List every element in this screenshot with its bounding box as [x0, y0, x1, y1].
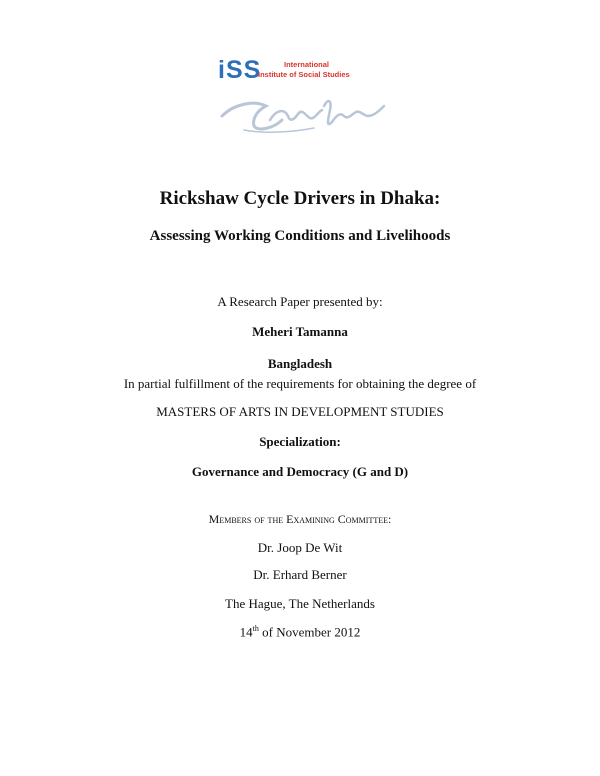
- iss-logo: [214, 56, 394, 136]
- date-ordinal-suffix: th: [252, 624, 259, 633]
- author-country: Bangladesh: [267, 356, 333, 371]
- specialization-label: Specialization:: [259, 434, 341, 449]
- committee-member: Dr. Joop De Wit: [257, 540, 343, 555]
- paper-title: Rickshaw Cycle Drivers in Dhaka:: [159, 188, 441, 209]
- logo-line-international: International: [284, 60, 330, 69]
- erasmus-signature-icon: [214, 76, 394, 136]
- committee-member: Dr. Erhard Berner: [253, 567, 347, 582]
- presented-by-label: A Research Paper presented by:: [217, 294, 383, 309]
- committee-heading: Members of the Examining Committee:: [208, 512, 392, 526]
- fulfillment-statement: In partial fulfillment of the requirements for obtaining the degree of: [123, 376, 477, 391]
- place: The Hague, The Netherlands: [225, 596, 375, 611]
- logo-line-institute: Institute of Social Studies: [258, 70, 350, 79]
- submission-date: [0, 624, 600, 640]
- specialization-value: Governance and Democracy (G and D): [191, 464, 409, 479]
- date-day: 14: [239, 624, 253, 640]
- paper-subtitle: Assessing Working Conditions and Livelihoods: [149, 228, 451, 244]
- degree-name: MASTERS OF ARTS IN DEVELOPMENT STUDIES: [156, 404, 444, 419]
- logo-acronym: iSS: [218, 56, 262, 84]
- author-name: Meheri Tamanna: [252, 324, 348, 339]
- date-rest: of November 2012: [258, 624, 361, 640]
